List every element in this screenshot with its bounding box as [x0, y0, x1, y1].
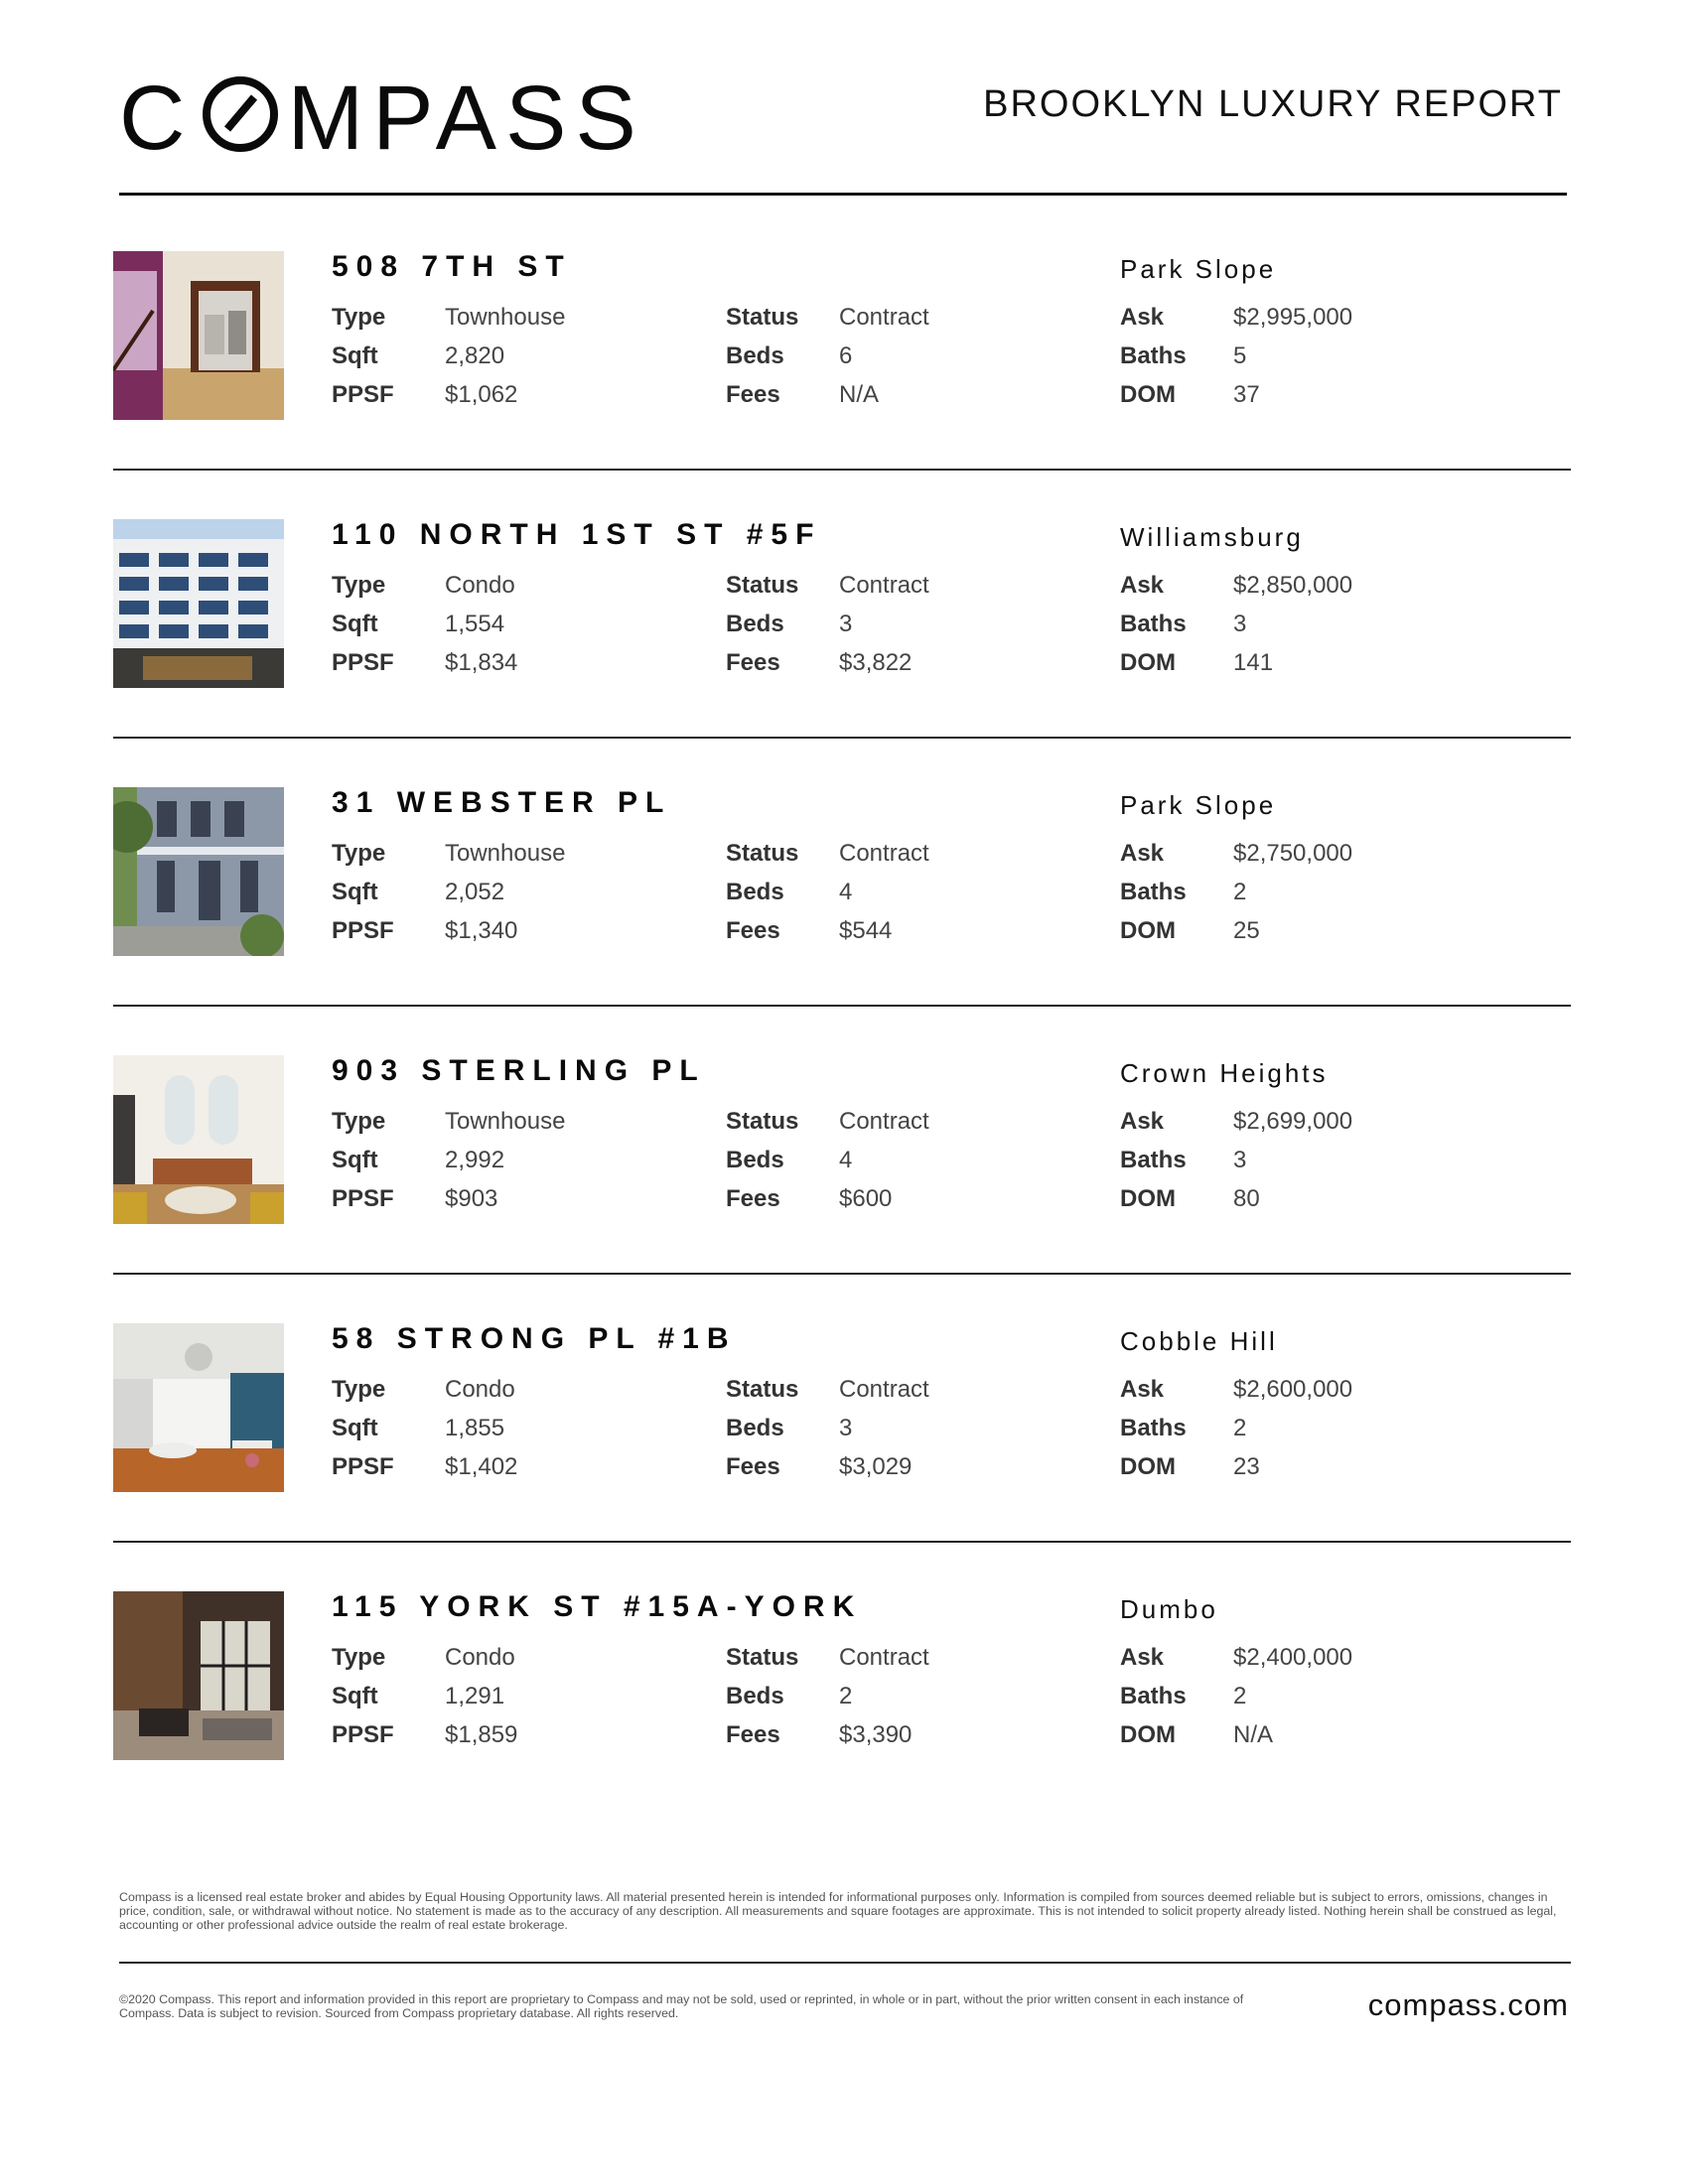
- status-value: Contract: [839, 840, 929, 867]
- ppsf-value: $903: [445, 1185, 498, 1212]
- status-label: Status: [726, 1108, 799, 1135]
- status-label: Status: [726, 1376, 799, 1403]
- interior-stair-photo: [113, 251, 284, 420]
- sqft-value: 1,855: [445, 1415, 505, 1441]
- logo-wordmark: C MPASS: [119, 68, 645, 169]
- ask-label: Ask: [1120, 1644, 1165, 1671]
- baths-value: 5: [1233, 342, 1247, 369]
- fees-label: Fees: [726, 649, 780, 676]
- dom-label: DOM: [1120, 1185, 1176, 1212]
- website-link[interactable]: compass.com: [1367, 1987, 1569, 2022]
- listing-row: [113, 1320, 1573, 1588]
- fees-value: $544: [839, 917, 893, 944]
- copyright-notice: ©2020 Compass. This report and information provided in this report are proprietary to Compass and may not be sold, used or reprinted, in whole or in part, without the prior written consent in each instance of Compass. Data is subject to revision. Sourced from Compass proprietary database. All rights reserved.: [119, 1992, 1244, 2020]
- listing-list: [113, 248, 1573, 1856]
- sqft-label: Sqft: [332, 879, 378, 905]
- dom-value: 25: [1233, 917, 1260, 944]
- ppsf-label: PPSF: [332, 649, 394, 676]
- type-value: Condo: [445, 1376, 515, 1403]
- baths-label: Baths: [1120, 1683, 1187, 1709]
- baths-value: 2: [1233, 879, 1247, 905]
- type-label: Type: [332, 1644, 386, 1671]
- status-value: Contract: [839, 1108, 929, 1135]
- listing-neighborhood: Williamsburg: [1120, 522, 1304, 552]
- beds-label: Beds: [726, 1415, 784, 1441]
- ask-label: Ask: [1120, 1108, 1165, 1135]
- dom-label: DOM: [1120, 1721, 1176, 1748]
- status-label: Status: [726, 304, 799, 331]
- dom-label: DOM: [1120, 1453, 1176, 1480]
- report-header: [119, 68, 1567, 199]
- beds-label: Beds: [726, 611, 784, 637]
- compass-logo: [119, 68, 645, 169]
- listing-neighborhood: Cobble Hill: [1120, 1326, 1278, 1356]
- listing-address: 58 STRONG PL #1B: [332, 1322, 737, 1355]
- report-title: BROOKLYN LUXURY REPORT: [983, 83, 1563, 125]
- listing-neighborhood: Park Slope: [1120, 254, 1277, 284]
- ppsf-label: PPSF: [332, 1185, 394, 1212]
- status-label: Status: [726, 840, 799, 867]
- beds-value: 3: [839, 611, 853, 637]
- sqft-value: 2,820: [445, 342, 505, 369]
- fees-label: Fees: [726, 1721, 780, 1748]
- sqft-label: Sqft: [332, 1683, 378, 1709]
- status-label: Status: [726, 572, 799, 599]
- sqft-value: 2,992: [445, 1147, 505, 1173]
- type-value: Condo: [445, 572, 515, 599]
- kitchen-loft-photo: [113, 1323, 284, 1492]
- footer-divider: [119, 1962, 1571, 1964]
- ask-label: Ask: [1120, 304, 1165, 331]
- lounge-interior-photo: [113, 1591, 284, 1760]
- fees-label: Fees: [726, 1453, 780, 1480]
- type-value: Townhouse: [445, 304, 566, 331]
- ppsf-label: PPSF: [332, 917, 394, 944]
- dom-value: 23: [1233, 1453, 1260, 1480]
- compass-o-icon: [200, 73, 281, 155]
- sqft-value: 1,554: [445, 611, 505, 637]
- townhouse-facade-photo: [113, 787, 284, 956]
- type-value: Townhouse: [445, 1108, 566, 1135]
- living-room-photo: [113, 1055, 284, 1224]
- ppsf-value: $1,402: [445, 1453, 518, 1480]
- condo-building-photo: [113, 519, 284, 688]
- type-value: Condo: [445, 1644, 515, 1671]
- fees-label: Fees: [726, 381, 780, 408]
- ask-value: $2,850,000: [1233, 572, 1353, 599]
- ppsf-value: $1,340: [445, 917, 518, 944]
- listing-neighborhood: Park Slope: [1120, 790, 1277, 820]
- type-label: Type: [332, 304, 386, 331]
- baths-label: Baths: [1120, 1415, 1187, 1441]
- baths-label: Baths: [1120, 342, 1187, 369]
- listing-address: 31 WEBSTER PL: [332, 786, 672, 819]
- baths-label: Baths: [1120, 611, 1187, 637]
- status-label: Status: [726, 1644, 799, 1671]
- ppsf-value: $1,859: [445, 1721, 518, 1748]
- sqft-label: Sqft: [332, 611, 378, 637]
- beds-label: Beds: [726, 1683, 784, 1709]
- ask-value: $2,750,000: [1233, 840, 1353, 867]
- ppsf-label: PPSF: [332, 381, 394, 408]
- dom-label: DOM: [1120, 649, 1176, 676]
- dom-value: 80: [1233, 1185, 1260, 1212]
- row-divider: [113, 737, 1571, 739]
- listing-neighborhood: Dumbo: [1120, 1594, 1218, 1624]
- sqft-label: Sqft: [332, 1147, 378, 1173]
- listing-address: 903 STERLING PL: [332, 1054, 706, 1087]
- listing-address: 508 7TH ST: [332, 250, 572, 283]
- header-divider: [119, 193, 1567, 196]
- listing-row: [113, 1588, 1573, 1856]
- beds-value: 6: [839, 342, 853, 369]
- baths-label: Baths: [1120, 879, 1187, 905]
- ask-label: Ask: [1120, 840, 1165, 867]
- baths-value: 3: [1233, 611, 1247, 637]
- ppsf-value: $1,834: [445, 649, 518, 676]
- beds-value: 4: [839, 1147, 853, 1173]
- legal-disclaimer: Compass is a licensed real estate broker and abides by Equal Housing Opportunity laws. All material presented herein is intended for informational purposes only. Information is compiled from sources deemed reliable but is subject to errors, omissions, changes in price, condition, sale, or withdrawal without notice. No statement is made as to the accuracy of any description. All measurements and square footages are approximate. This is not intended to solicit property already listed. Nothing herein shall be construed as legal, accounting or other professional advice outside the realm of real estate brokerage.: [119, 1890, 1557, 1932]
- listing-address: 110 NORTH 1ST ST #5F: [332, 518, 822, 551]
- baths-value: 2: [1233, 1415, 1247, 1441]
- row-divider: [113, 1273, 1571, 1275]
- status-value: Contract: [839, 304, 929, 331]
- sqft-value: 1,291: [445, 1683, 505, 1709]
- status-value: Contract: [839, 572, 929, 599]
- ppsf-label: PPSF: [332, 1721, 394, 1748]
- type-label: Type: [332, 1108, 386, 1135]
- status-value: Contract: [839, 1644, 929, 1671]
- type-label: Type: [332, 1376, 386, 1403]
- status-value: Contract: [839, 1376, 929, 1403]
- listing-row: [113, 784, 1573, 1052]
- ask-value: $2,400,000: [1233, 1644, 1353, 1671]
- ask-value: $2,600,000: [1233, 1376, 1353, 1403]
- baths-label: Baths: [1120, 1147, 1187, 1173]
- baths-value: 3: [1233, 1147, 1247, 1173]
- beds-value: 4: [839, 879, 853, 905]
- ask-value: $2,995,000: [1233, 304, 1353, 331]
- sqft-value: 2,052: [445, 879, 505, 905]
- ppsf-value: $1,062: [445, 381, 518, 408]
- beds-label: Beds: [726, 879, 784, 905]
- beds-value: 2: [839, 1683, 853, 1709]
- baths-value: 2: [1233, 1683, 1247, 1709]
- fees-label: Fees: [726, 917, 780, 944]
- type-label: Type: [332, 840, 386, 867]
- dom-label: DOM: [1120, 381, 1176, 408]
- fees-value: $3,822: [839, 649, 913, 676]
- fees-value: N/A: [839, 381, 880, 408]
- dom-value: 37: [1233, 381, 1260, 408]
- listing-row: [113, 248, 1573, 516]
- ask-label: Ask: [1120, 572, 1165, 599]
- sqft-label: Sqft: [332, 1415, 378, 1441]
- fees-value: $600: [839, 1185, 893, 1212]
- listing-address: 115 YORK ST #15A-YORK: [332, 1590, 863, 1623]
- dom-value: N/A: [1233, 1721, 1274, 1748]
- listing-row: [113, 1052, 1573, 1320]
- type-label: Type: [332, 572, 386, 599]
- listing-row: [113, 516, 1573, 784]
- fees-value: $3,029: [839, 1453, 913, 1480]
- beds-label: Beds: [726, 1147, 784, 1173]
- beds-value: 3: [839, 1415, 853, 1441]
- row-divider: [113, 469, 1571, 471]
- type-value: Townhouse: [445, 840, 566, 867]
- row-divider: [113, 1005, 1571, 1007]
- listing-neighborhood: Crown Heights: [1120, 1058, 1329, 1088]
- fees-value: $3,390: [839, 1721, 913, 1748]
- row-divider: [113, 1541, 1571, 1543]
- beds-label: Beds: [726, 342, 784, 369]
- ask-value: $2,699,000: [1233, 1108, 1353, 1135]
- sqft-label: Sqft: [332, 342, 378, 369]
- fees-label: Fees: [726, 1185, 780, 1212]
- ppsf-label: PPSF: [332, 1453, 394, 1480]
- dom-value: 141: [1233, 649, 1274, 676]
- dom-label: DOM: [1120, 917, 1176, 944]
- ask-label: Ask: [1120, 1376, 1165, 1403]
